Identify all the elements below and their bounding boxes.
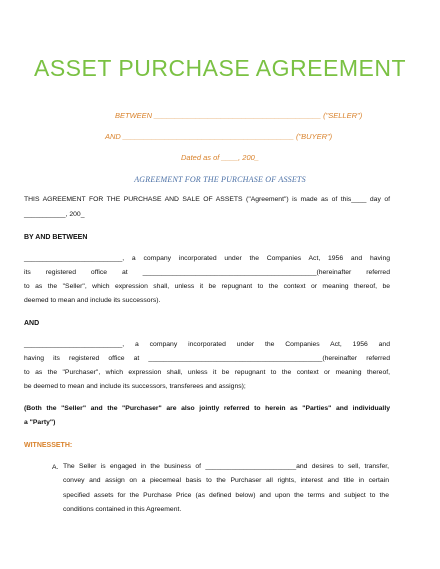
purchaser-paragraph-line: be deemed to mean and include its successors, transferees and assigns); <box>24 383 246 390</box>
seller-party-line: BETWEEN ________________________________________ ("SELLER") <box>115 111 363 120</box>
and-heading: AND <box>24 320 40 327</box>
seller-paragraph-line: __________________________, a company incorporated under the Companies Act, 1956 and having <box>24 255 390 262</box>
dated-line: Dated as of ____, 200_ <box>181 153 259 162</box>
parties-note-line: (Both the "Seller" and the "Purchaser" are also jointly referred to herein as "Parties" and individually <box>24 405 390 412</box>
seller-paragraph-line: to as the "Seller", which expression shall, unless it be repugnant to the context or meaning thereof, be <box>24 283 390 290</box>
parties-note-line: a "Party") <box>24 419 56 426</box>
item-a-label: A. <box>52 464 59 471</box>
by-and-between-heading: BY AND BETWEEN <box>24 234 88 241</box>
item-a-line: specified assets for the Purchase Price (as defined below) and upon the terms and subject to the <box>63 492 389 499</box>
purchaser-paragraph-line: having its registered office at ______________________________________________(hereinafter referred <box>24 355 390 362</box>
seller-paragraph-line: deemed to mean and include its successors). <box>24 297 161 304</box>
witnesseth-heading: WITNESSETH: <box>24 442 73 449</box>
agreement-subtitle: AGREEMENT FOR THE PURCHASE OF ASSETS <box>134 175 306 184</box>
purchaser-paragraph-line: __________________________, a company incorporated under the Companies Act, 1956 and <box>24 341 390 348</box>
intro-line: THIS AGREEMENT FOR THE PURCHASE AND SALE OF ASSETS ("Agreement") is made as of this____ day of <box>24 196 390 203</box>
item-a-line: The Seller is engaged in the business of ________________________and desires to sell, transfer, <box>63 463 389 470</box>
item-a-line: convey and assign on a piecemeal basis to the Purchaser all rights, interest and title in certain <box>63 477 389 484</box>
item-a-line: conditions contained in this Agreement. <box>63 506 182 513</box>
seller-paragraph-line: its registered office at ______________________________________________(hereinafter referred <box>24 269 390 276</box>
document-title: ASSET PURCHASE AGREEMENT <box>34 55 406 81</box>
purchaser-paragraph-line: to as the "Purchaser", which expression shall, unless it be repugnant to the context or meaning thereof, <box>24 369 390 376</box>
intro-line: ___________, 200_ <box>24 211 85 218</box>
buyer-party-line: AND _________________________________________ ("BUYER") <box>105 132 333 141</box>
